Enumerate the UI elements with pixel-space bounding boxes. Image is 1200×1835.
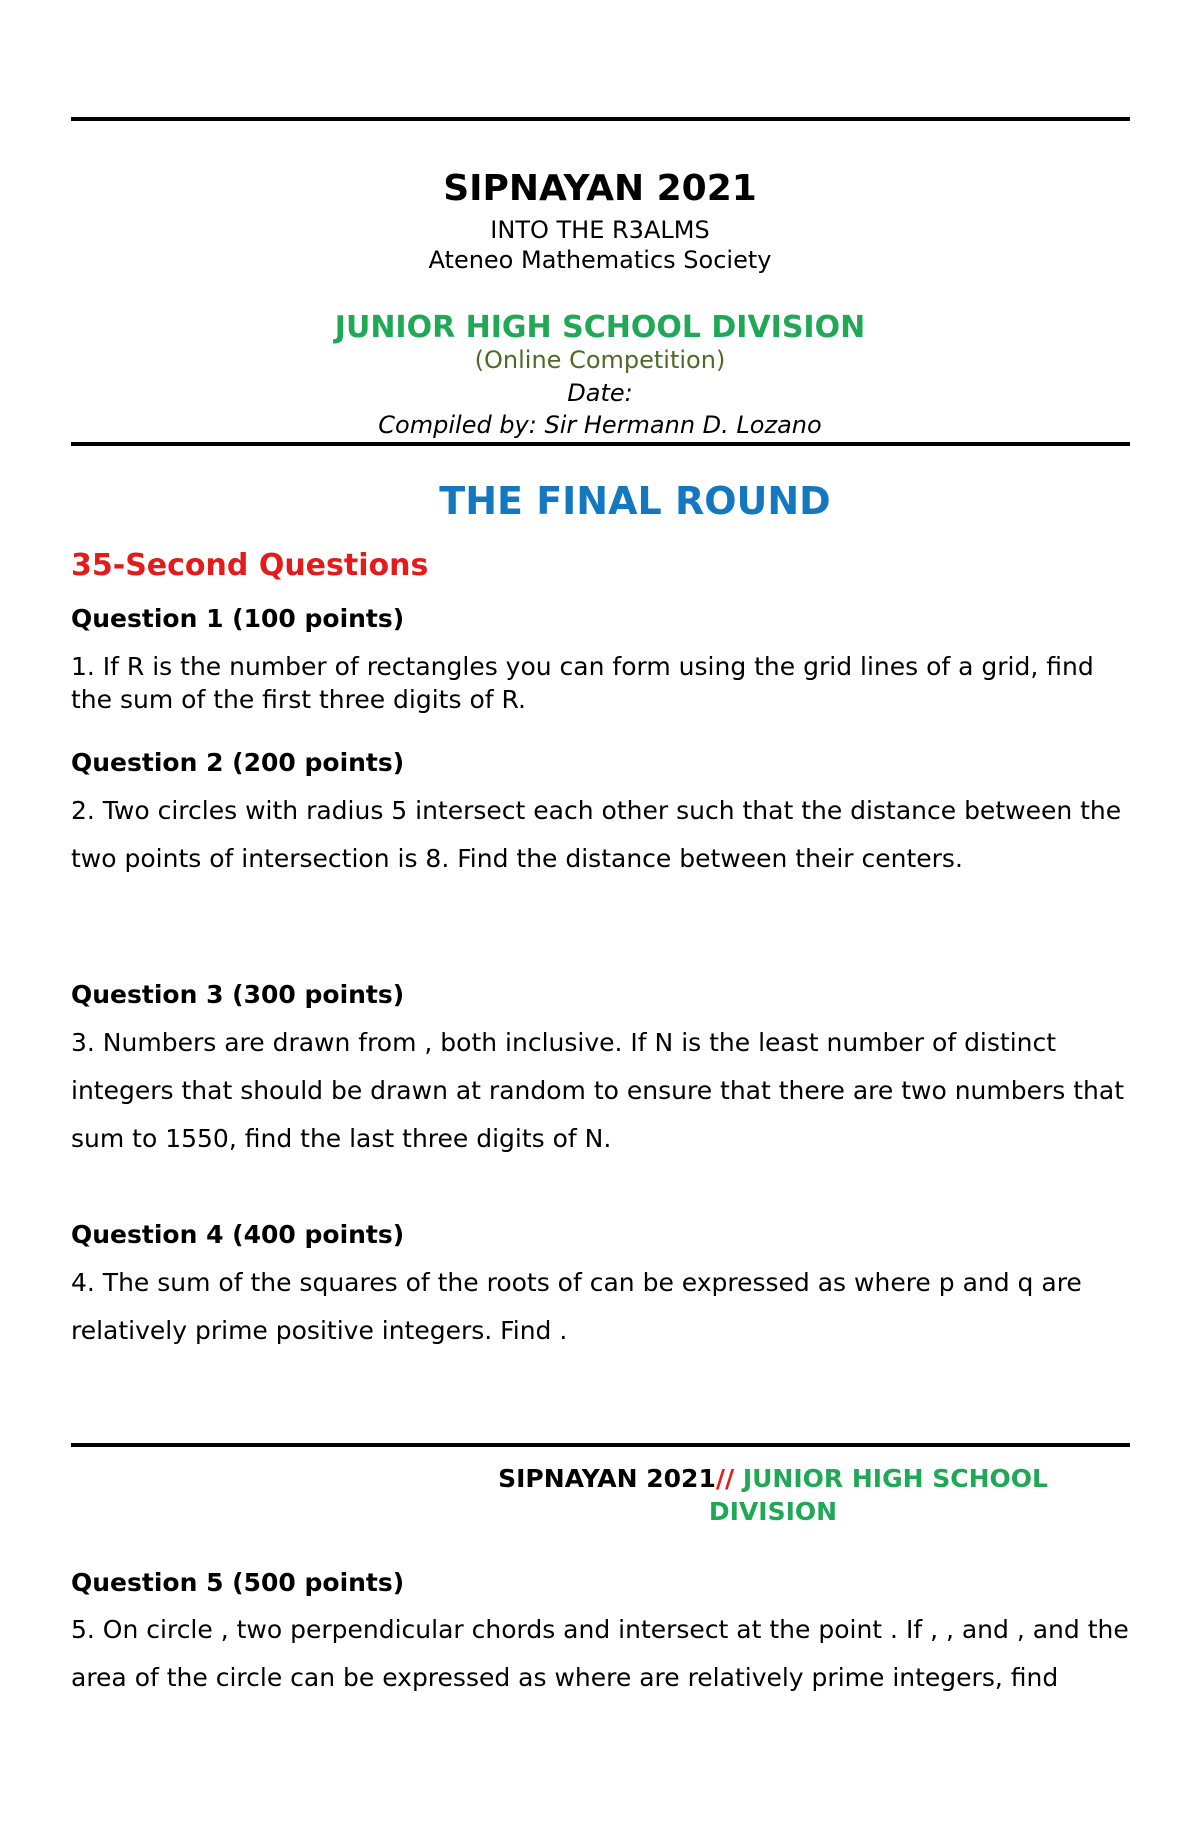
question-heading: Question 2 (200 points) (71, 748, 405, 777)
question-heading: Question 5 (500 points) (71, 1568, 405, 1597)
question-text: 5. On circle , two perpendicular chords and intersect at the point . If , , and , and the area of the circle can be expressed as where are relatively prime integers, find (71, 1615, 1129, 1692)
top-rule (71, 117, 1130, 121)
running-footer (468, 1462, 1078, 1528)
document-subtitle: INTO THE R3ALMS (490, 216, 710, 244)
page-break-rule (71, 1443, 1130, 1447)
question-text: 2. Two circles with radius 5 intersect each other such that the distance between the two points of intersection is 8. Find the distance between their centers. (71, 796, 1122, 873)
round-title: THE FINAL ROUND (439, 479, 831, 523)
question-text: 4. The sum of the squares of the roots of can be expressed as where p and q are relatively prime positive integers. Find . (71, 1268, 1082, 1345)
document-title: SIPNAYAN 2021 (443, 168, 757, 209)
question-heading: Question 3 (300 points) (71, 980, 405, 1009)
competition-mode: (Online Competition) (474, 346, 726, 374)
footer-separator: // (715, 1464, 735, 1493)
organization-name: Ateneo Mathematics Society (428, 246, 772, 274)
question-text: 1. If R is the number of rectangles you can form using the grid lines of a grid, find the sum of the first three digits of R. (71, 652, 1094, 714)
question-text: 3. Numbers are drawn from , both inclusive. If N is the least number of distinct integers that should be drawn at random to ensure that there are two numbers that sum to 1550, find the last three digits of N. (71, 1028, 1125, 1153)
question-heading: Question 1 (100 points) (71, 604, 405, 633)
footer-title: SIPNAYAN 2021 (498, 1464, 716, 1493)
header-rule (71, 442, 1130, 446)
section-title: 35-Second Questions (71, 548, 429, 583)
footer-division: JUNIOR HIGH SCHOOL DIVISION (708, 1464, 1048, 1526)
question-heading: Question 4 (400 points) (71, 1220, 405, 1249)
division-heading: JUNIOR HIGH SCHOOL DIVISION (334, 310, 866, 345)
date-line: Date: (567, 379, 633, 407)
compiled-by-line: Compiled by: Sir Hermann D. Lozano (378, 411, 822, 439)
